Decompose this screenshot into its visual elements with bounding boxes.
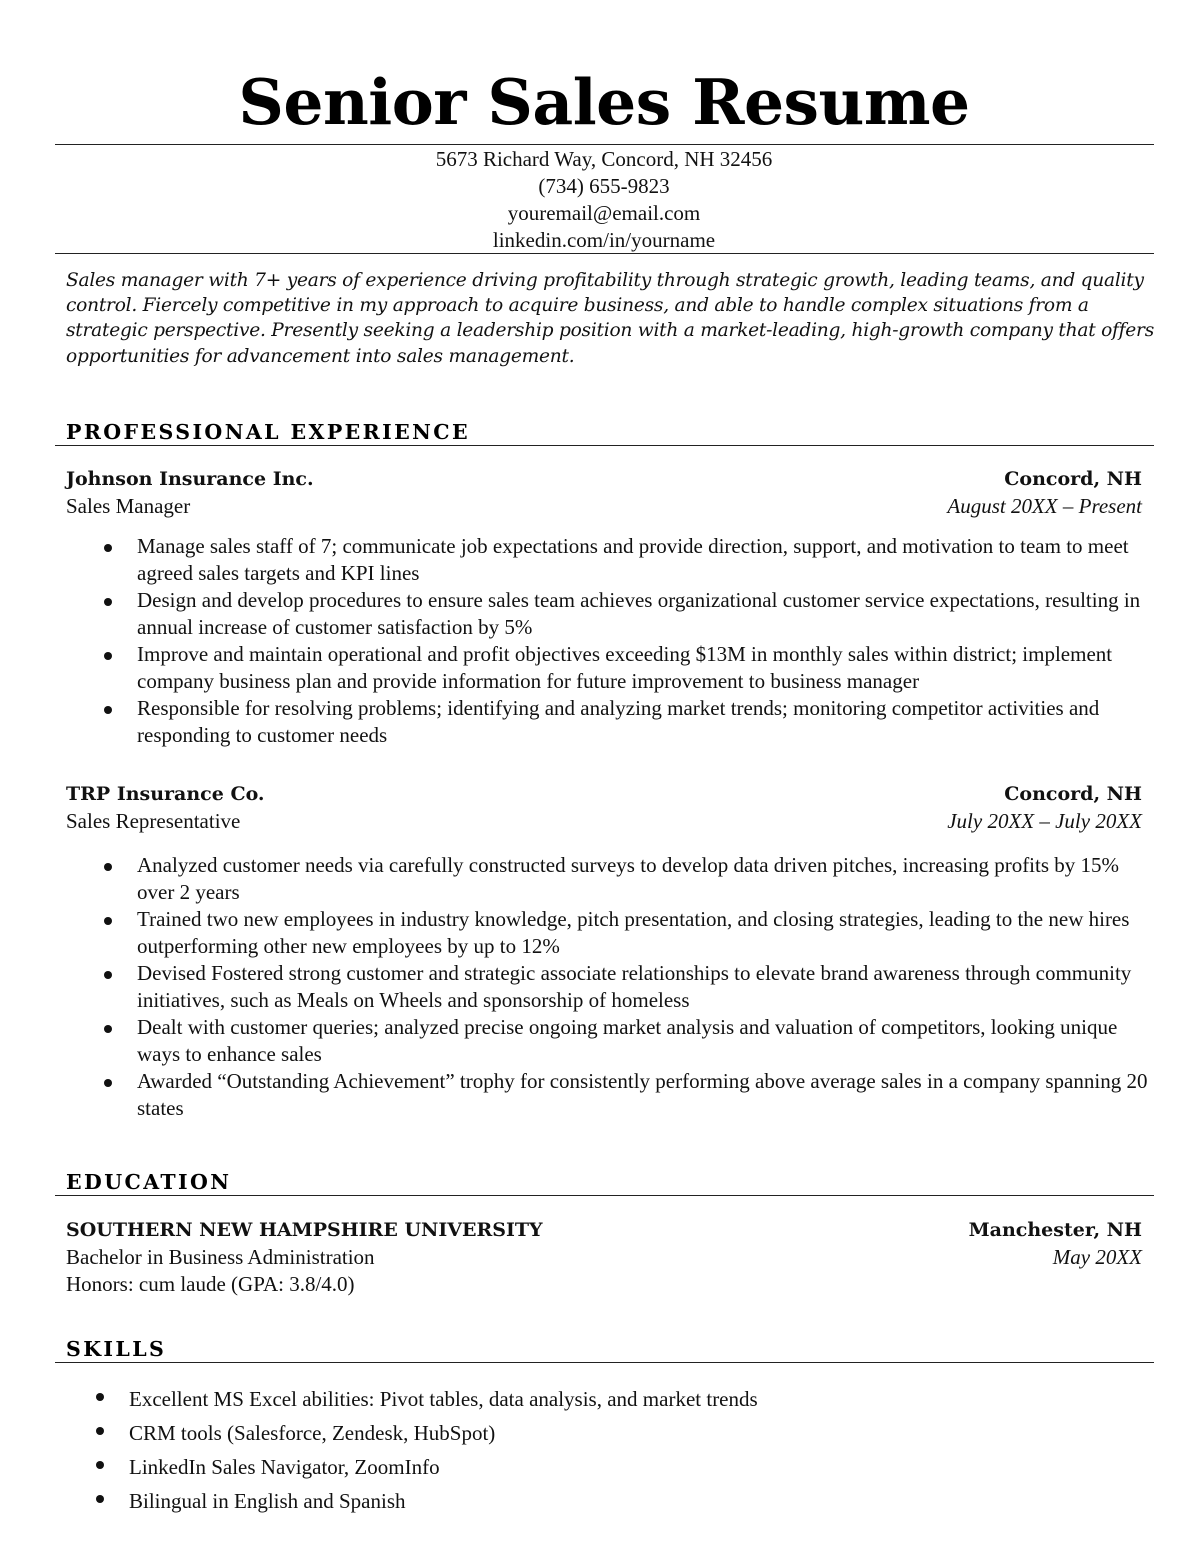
list-item: [137, 695, 1149, 749]
contact-block: [0, 146, 1200, 254]
education-divider: [55, 1195, 1154, 1196]
title-divider: [55, 144, 1154, 145]
bullet-dot: [104, 971, 112, 979]
list-item: [137, 852, 1149, 906]
job-1-location: Concord, NH: [1004, 468, 1142, 490]
bullet-text: Dealt with customer queries; analyzed precise ongoing market analysis and valuation of competitors, looking unique ways to enhance sales: [137, 1015, 1118, 1066]
education-honors-row: [66, 1271, 1142, 1298]
skills-heading: SKILLS: [66, 1337, 167, 1361]
bullet-text: Responsible for resolving problems; identifying and analyzing market trends; monitoring competitor activities and responding to customer needs: [137, 696, 1100, 747]
skill-text: Excellent MS Excel abilities: Pivot tables, data analysis, and market trends: [129, 1387, 758, 1411]
bullet-text: Devised Fostered strong customer and strategic associate relationships to elevate brand awareness through community initiatives, such as Meals on Wheels and sponsorship of homeless: [137, 961, 1132, 1012]
bullet-dot: [104, 1025, 112, 1033]
list-item: [137, 1014, 1149, 1068]
bullet-dot: [96, 1393, 104, 1401]
list-item: [129, 1416, 1129, 1450]
list-item: [137, 533, 1149, 587]
list-item: [137, 1068, 1149, 1122]
bullet-dot: [104, 544, 112, 552]
education-header: [66, 1217, 1142, 1244]
job-2-header: [66, 781, 1142, 808]
bullet-dot: [104, 652, 112, 660]
bullet-dot: [104, 1079, 112, 1087]
bullet-text: Analyzed customer needs via carefully constructed surveys to develop data driven pitches, increasing profits by 15% over 2 years: [137, 853, 1120, 904]
bullet-text: Improve and maintain operational and profit objectives exceeding $13M in monthly sales within district; implement company business plan and provide information for future improvement to business manager: [137, 642, 1113, 693]
education-degree: Bachelor in Business Administration: [66, 1245, 375, 1269]
job-2-location: Concord, NH: [1004, 783, 1142, 805]
list-item: [137, 587, 1149, 641]
resume-title: Senior Sales Resume: [238, 65, 970, 139]
experience-heading: PROFESSIONAL EXPERIENCE: [66, 420, 470, 444]
contact-address: 5673 Richard Way, Concord, NH 32456: [435, 147, 773, 171]
bullet-text: Trained two new employees in industry knowledge, pitch presentation, and closing strategies, leading to the new hires outperforming other new employees by up to 12%: [137, 907, 1130, 958]
bullet-dot: [104, 917, 112, 925]
bullet-dot: [96, 1495, 104, 1503]
job-2-role: Sales Representative: [66, 809, 241, 833]
job-1-dates: August 20XX – Present: [947, 494, 1142, 518]
job-1-subheader: [66, 493, 1142, 520]
job-1-bullets: [137, 533, 1149, 749]
education-honors: Honors: cum laude (GPA: 3.8/4.0): [66, 1272, 355, 1296]
education-date: May 20XX: [1052, 1245, 1142, 1269]
contact-linkedin: linkedin.com/in/yourname: [492, 228, 716, 252]
experience-divider: [55, 445, 1154, 446]
education-location: Manchester, NH: [968, 1219, 1142, 1241]
job-2-company: TRP Insurance Co.: [66, 783, 265, 805]
job-2-bullets: [137, 852, 1149, 1122]
education-heading: EDUCATION: [66, 1170, 232, 1194]
list-item: [129, 1450, 1129, 1484]
bullet-dot: [96, 1427, 104, 1435]
summary-paragraph: Sales manager with 7+ years of experience driving profitability through strategic growth, leading teams, and quality control. Fiercely competitive in my approach to acquire business, and able to handle complex situations from a strategic perspective. Presently seeking a leadership position with a market-leading, high-growth company that offers opportunities for advancement into sales management.: [66, 270, 1154, 367]
list-item: [137, 641, 1149, 695]
list-item: [129, 1382, 1129, 1416]
job-2-dates: July 20XX – July 20XX: [947, 809, 1142, 833]
skill-text: LinkedIn Sales Navigator, ZoomInfo: [129, 1455, 440, 1479]
skills-bullets: [129, 1382, 1129, 1518]
skill-text: Bilingual in English and Spanish: [129, 1489, 406, 1513]
job-1-role: Sales Manager: [66, 494, 191, 518]
education-school: SOUTHERN NEW HAMPSHIRE UNIVERSITY: [66, 1219, 543, 1241]
education-subheader: [66, 1244, 1142, 1271]
list-item: [129, 1484, 1129, 1518]
contact-email: youremail@email.com: [507, 201, 701, 225]
bullet-dot: [104, 706, 112, 714]
skills-divider: [55, 1362, 1154, 1363]
contact-divider: [55, 253, 1154, 254]
bullet-text: Manage sales staff of 7; communicate job expectations and provide direction, support, and motivation to team to meet agreed sales targets and KPI lines: [137, 534, 1129, 585]
job-1-company: Johnson Insurance Inc.: [66, 468, 314, 490]
skill-text: CRM tools (Salesforce, Zendesk, HubSpot): [129, 1421, 496, 1445]
bullet-dot: [104, 863, 112, 871]
bullet-text: Awarded “Outstanding Achievement” trophy for consistently performing above average sales in a company spanning 20 states: [137, 1069, 1148, 1120]
bullet-text: Design and develop procedures to ensure sales team achieves organizational customer service expectations, resulting in annual increase of customer satisfaction by 5%: [137, 588, 1141, 639]
list-item: [137, 906, 1149, 960]
bullet-dot: [104, 598, 112, 606]
job-2-subheader: [66, 808, 1142, 835]
list-item: [137, 960, 1149, 1014]
bullet-dot: [96, 1461, 104, 1469]
job-1-header: [66, 466, 1142, 493]
contact-phone: (734) 655-9823: [538, 174, 670, 198]
